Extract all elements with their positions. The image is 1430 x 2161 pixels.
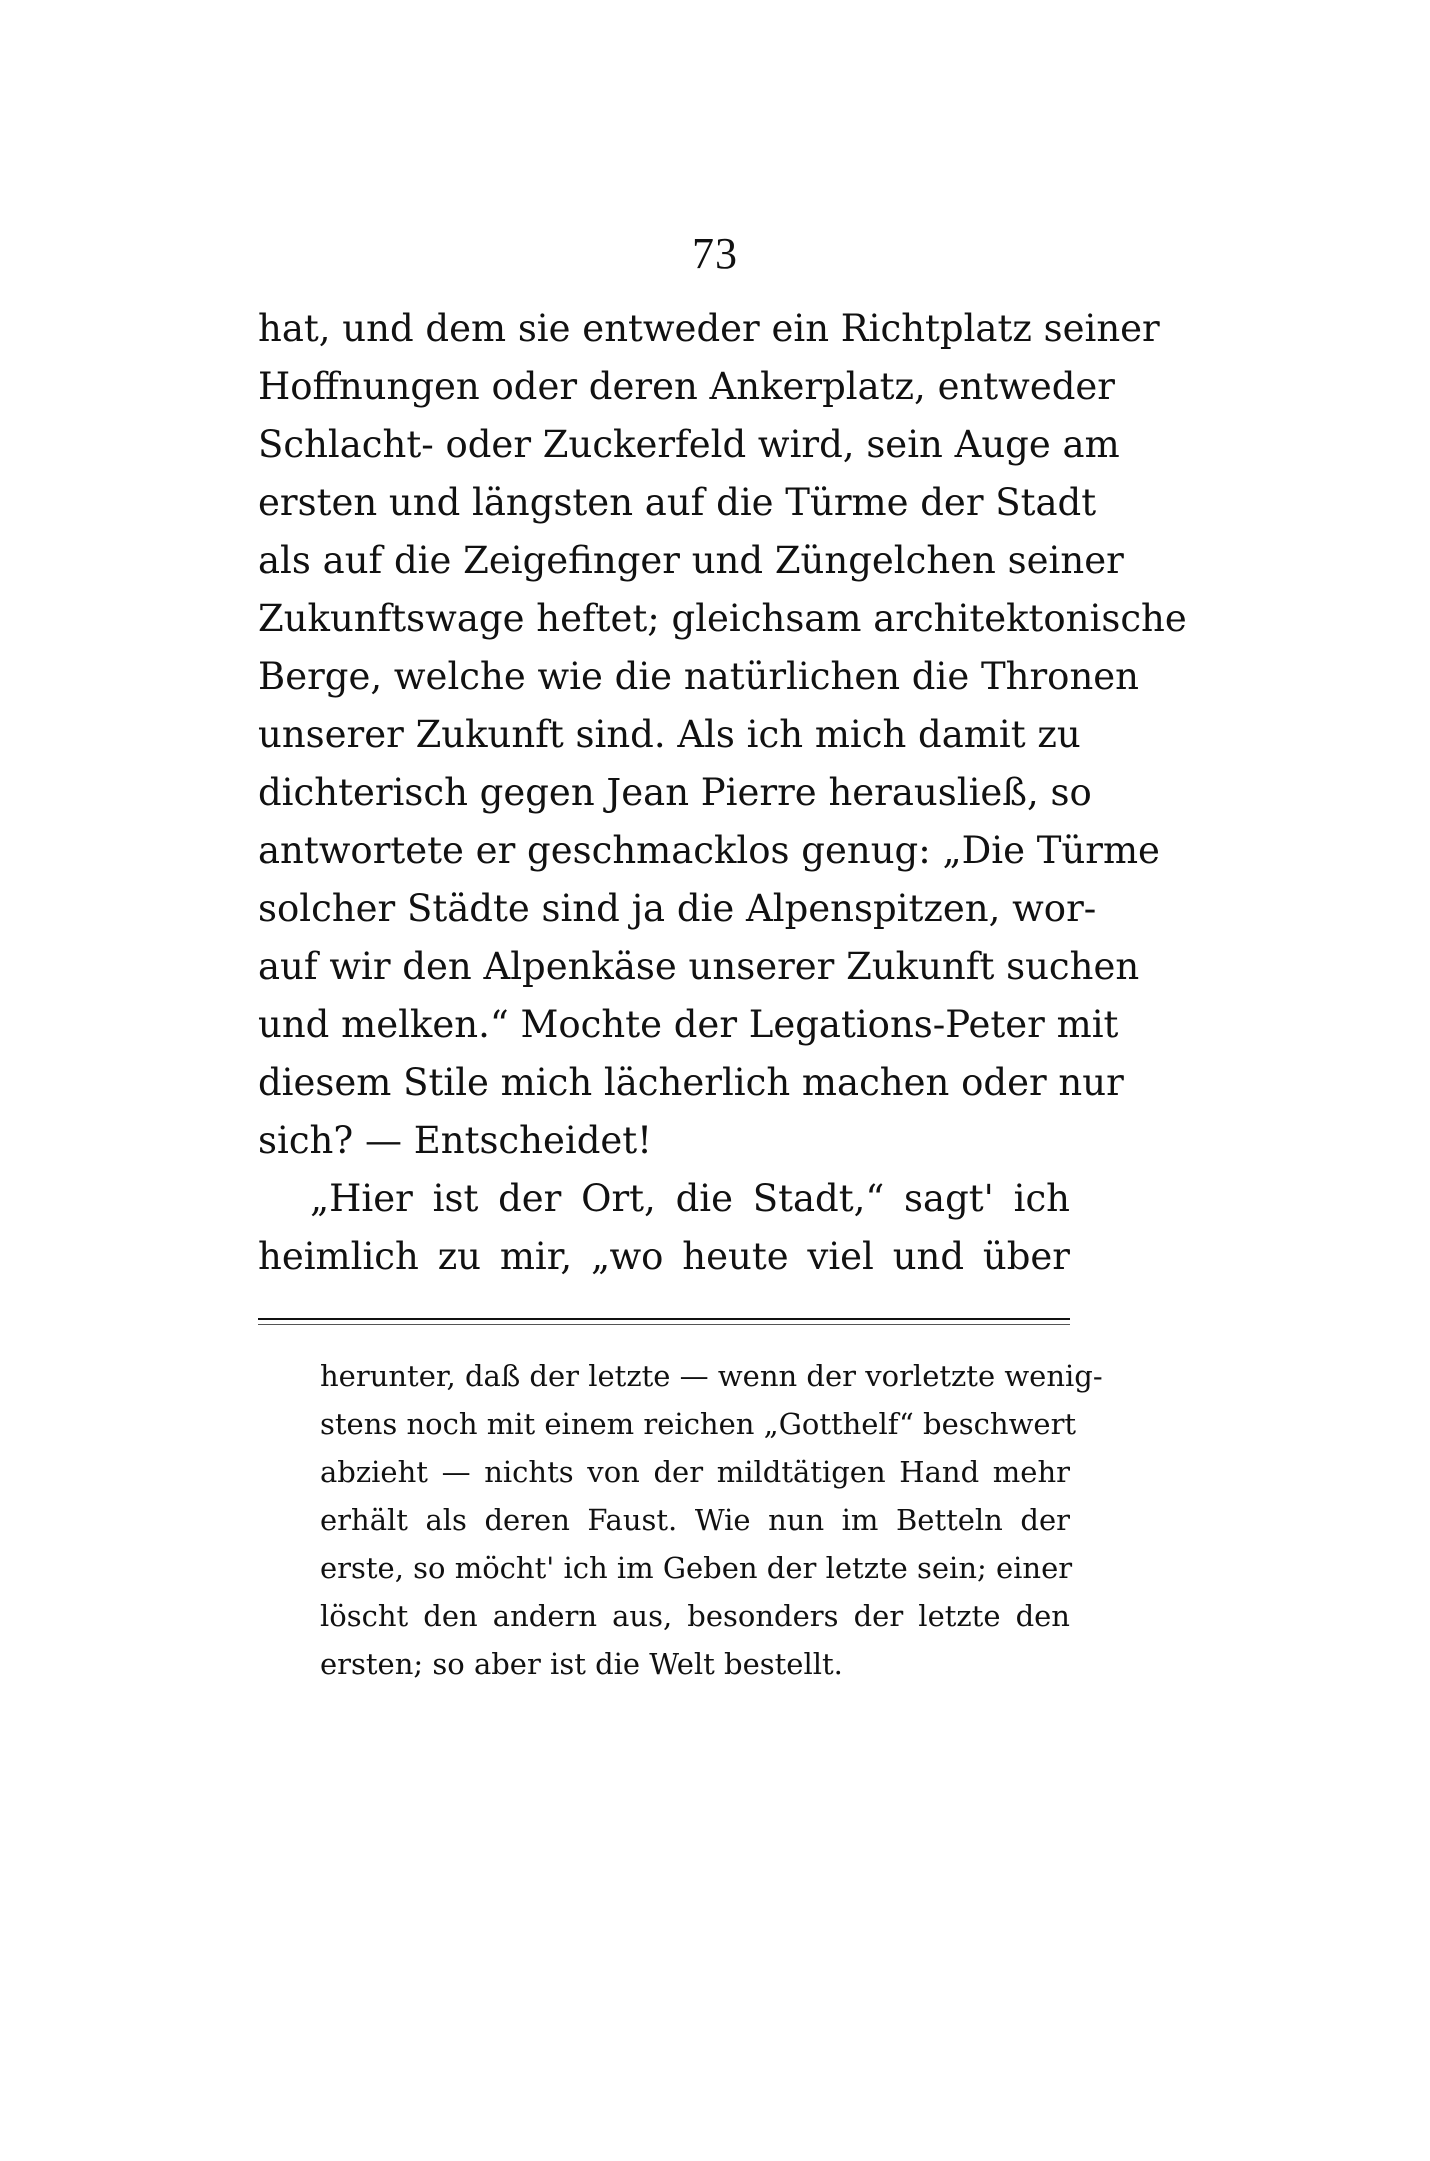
text-line: sich? — Entscheidet! (258, 1119, 653, 1162)
footnote-line: abzieht — nichts von der mildtätigen Hand mehr (320, 1455, 1070, 1489)
text-line: unserer Zukunft sind. Als ich mich damit zu (258, 713, 1081, 756)
footnote-divider-thin (258, 1324, 1070, 1325)
footnote (320, 1352, 1103, 1688)
text-line: Hoffnungen oder deren Ankerplatz, entweder (258, 365, 1115, 408)
main-text (258, 300, 1187, 1286)
text-line: als auf die Zeigefinger und Züngelchen seiner (258, 539, 1124, 582)
footnote-line: ersten; so aber ist die Welt bestellt. (320, 1647, 843, 1681)
text-line: „Hier ist der Ort, die Stadt,“ sagt' ich (310, 1177, 1070, 1220)
text-line: auf wir den Alpenkäse unserer Zukunft suchen (258, 945, 1140, 988)
text-line: hat, und dem sie entweder ein Richtplatz seiner (258, 307, 1160, 350)
text-line: dichterisch gegen Jean Pierre herausließ, so (258, 771, 1092, 814)
footnote-line: herunter, daß der letzte — wenn der vorletzte wenig- (320, 1359, 1103, 1393)
text-line: solcher Städte sind ja die Alpenspitzen, wor- (258, 887, 1097, 930)
text-line: diesem Stile mich lächerlich machen oder nur (258, 1061, 1124, 1104)
text-line: Schlacht- oder Zuckerfeld wird, sein Auge am (258, 423, 1120, 466)
footnote-line: stens noch mit einem reichen „Gotthelf“ beschwert (320, 1407, 1077, 1441)
page-number: 73 (692, 229, 738, 278)
text-line: ersten und längsten auf die Türme der Stadt (258, 481, 1097, 524)
footnote-line: löscht den andern aus, besonders der letzte den (320, 1599, 1070, 1633)
footnote-line: erste, so möcht' ich im Geben der letzte sein; einer (320, 1551, 1073, 1585)
footnote-divider (258, 1318, 1070, 1320)
text-line: Berge, welche wie die natürlichen die Thronen (258, 655, 1140, 698)
text-line: Zukunftswage heftet; gleichsam architektonische (258, 597, 1187, 640)
text-line: antwortete er geschmacklos genug: „Die Türme (258, 829, 1160, 872)
text-line: heimlich zu mir, „wo heute viel und über (258, 1235, 1070, 1278)
text-line: und melken.“ Mochte der Legations-Peter mit (258, 1003, 1119, 1046)
footnote-line: erhält als deren Faust. Wie nun im Betteln der (320, 1503, 1070, 1537)
